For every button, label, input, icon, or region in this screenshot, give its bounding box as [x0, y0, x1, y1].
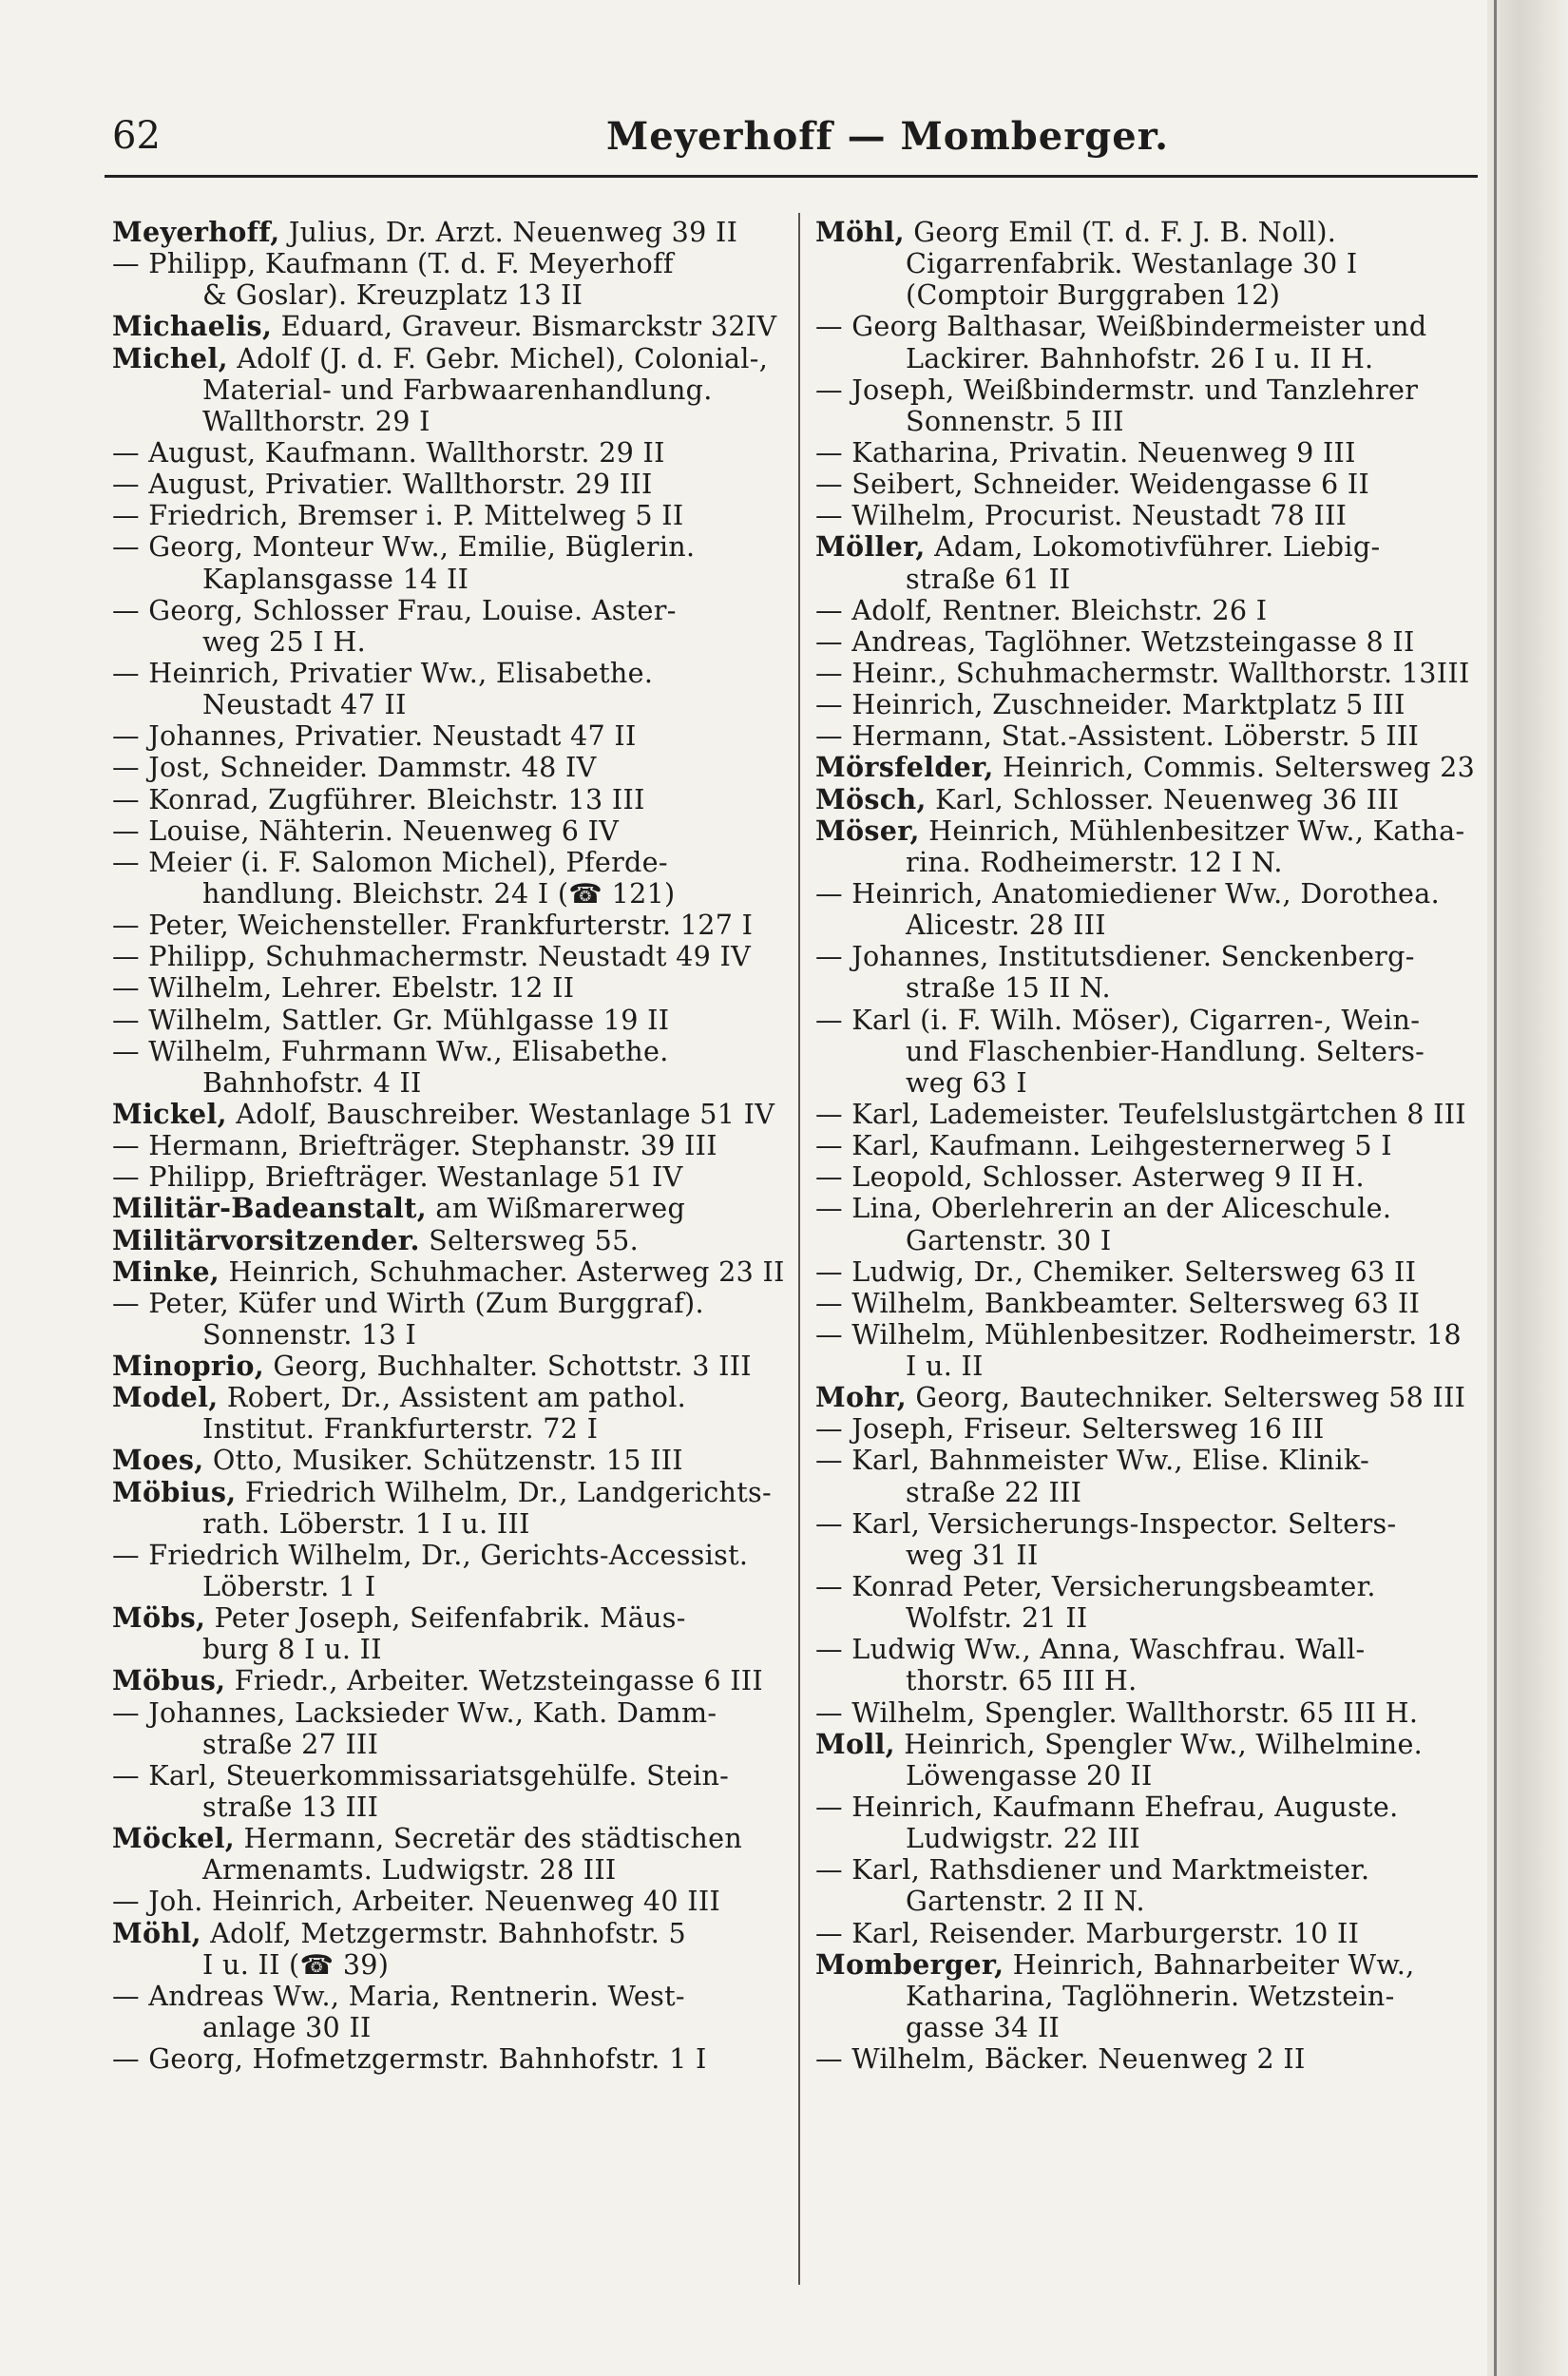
directory-line: [815, 1477, 1490, 1508]
directory-line: [112, 311, 777, 342]
entry-text: — Wilhelm, Mühlenbesitzer. Rodheimerstr. 18: [815, 1317, 1462, 1351]
entry-text: — Philipp, Briefträger. Westanlage 51 IV: [112, 1160, 683, 1194]
entry-text: Institut. Frankfurterstr. 72 I: [202, 1412, 599, 1446]
directory-line: [112, 1036, 777, 1067]
directory-line: [112, 1571, 777, 1602]
directory-line: [815, 1886, 1490, 1917]
entry-text: — Hermann, Stat.-Assistent. Löberstr. 5 III: [815, 719, 1420, 753]
entry-text: straße 61 II: [906, 562, 1071, 595]
entry-text: — Johannes, Privatier. Neustadt 47 II: [112, 719, 637, 753]
directory-line: [112, 469, 777, 500]
entry-text: Sonnenstr. 13 I: [202, 1317, 417, 1351]
entry-text: weg 31 II: [906, 1538, 1039, 1571]
entry-text: — Heinrich, Anatomiediener Ww., Dorothea.: [815, 876, 1441, 910]
entry-text: Lackirer. Bahnhofstr. 26 I u. II H.: [906, 341, 1374, 374]
entry-text: — Konrad Peter, Versicherungsbeamter.: [815, 1570, 1376, 1603]
directory-line: [815, 1854, 1490, 1886]
directory-line: [112, 1161, 777, 1193]
entry-surname: Moes,: [112, 1444, 204, 1477]
entry-text: — Heinrich, Kaufmann Ehefrau, Auguste.: [815, 1791, 1399, 1824]
entry-text: weg 63 I: [906, 1065, 1027, 1099]
directory-line: [815, 1161, 1490, 1193]
directory-line: [815, 1981, 1490, 2012]
directory-line: [815, 720, 1490, 752]
entry-text: — Louise, Nähterin. Neuenweg 6 IV: [112, 814, 620, 847]
directory-line: [112, 1602, 777, 1634]
directory-line: [112, 1760, 777, 1792]
entry-text: — Johannes, Lacksieder Ww., Kath. Damm-: [112, 1696, 717, 1729]
entry-text: (Comptoir Burggraben 12): [906, 278, 1281, 312]
entry-text: Georg, Bautechniker. Seltersweg 58 III: [906, 1381, 1466, 1414]
directory-line: [815, 1319, 1490, 1351]
entry-text: handlung. Bleichstr. 24 I (☎ 121): [202, 876, 676, 910]
entry-text: — Georg, Schlosser Frau, Louise. Aster-: [112, 593, 677, 626]
entry-text: — Wilhelm, Sattler. Gr. Mühlgasse 19 II: [112, 1003, 670, 1036]
directory-line: [112, 1540, 777, 1571]
directory-line: [815, 1540, 1490, 1571]
directory-line: [112, 1319, 777, 1351]
directory-line: [815, 531, 1490, 563]
directory-line: [112, 500, 777, 531]
entry-text: — Lina, Oberlehrerin an der Aliceschule.: [815, 1192, 1392, 1225]
entry-text: — Georg Balthasar, Weißbindermeister und: [815, 310, 1427, 343]
directory-line: [815, 500, 1490, 531]
directory-line: [815, 343, 1490, 374]
page-header: [112, 114, 1481, 171]
directory-line: [112, 217, 777, 248]
entry-text: straße 13 III: [202, 1791, 379, 1824]
directory-line: [112, 1477, 777, 1508]
directory-line: [112, 1193, 777, 1224]
entry-text: — Peter, Küfer und Wirth (Zum Burggraf).: [112, 1286, 704, 1319]
entry-text: Alicestr. 28 III: [906, 909, 1106, 942]
entry-surname: Möhl,: [815, 216, 905, 248]
directory-line: [112, 752, 777, 783]
entry-text: rina. Rodheimerstr. 12 I N.: [906, 845, 1283, 878]
directory-line: [815, 1288, 1490, 1319]
entry-text: — Wilhelm, Bäcker. Neuenweg 2 II: [815, 2042, 1306, 2076]
entry-text: Gartenstr. 2 II N.: [906, 1885, 1145, 1918]
directory-line: [815, 1634, 1490, 1665]
entry-text: Friedr., Arbeiter. Wetzsteingasse 6 III: [225, 1664, 763, 1697]
entry-text: — Meier (i. F. Salomon Michel), Pferde-: [112, 845, 668, 878]
right-column: [815, 217, 1490, 2075]
entry-text: Heinrich, Schuhmacher. Asterweg 23 II: [220, 1255, 785, 1288]
directory-line: [112, 1288, 777, 1319]
entry-text: Löberstr. 1 I: [202, 1570, 376, 1603]
entry-text: straße 27 III: [202, 1727, 379, 1760]
directory-line: [112, 1005, 777, 1036]
directory-line: [112, 1255, 785, 1288]
entry-text: Adam, Lokomotivführer. Liebig-: [925, 530, 1381, 564]
directory-line: [815, 1382, 1490, 1413]
directory-line: [112, 406, 777, 437]
entry-surname: Mösch,: [815, 782, 927, 815]
directory-line: [815, 1130, 1490, 1161]
directory-line: [112, 1067, 777, 1099]
directory-line: [112, 815, 777, 847]
entry-text: — Joh. Heinrich, Arbeiter. Neuenweg 40 III: [112, 1885, 721, 1918]
entry-text: straße 22 III: [906, 1475, 1082, 1508]
directory-line: [815, 469, 1490, 500]
directory-line: [112, 910, 777, 941]
entry-text: I u. II (☎ 39): [202, 1947, 390, 1981]
directory-line: [112, 658, 777, 689]
entry-text: straße 15 II N.: [906, 971, 1111, 1005]
entry-text: Heinrich, Bahnarbeiter Ww.,: [1004, 1947, 1415, 1981]
entry-text: — Andreas Ww., Maria, Rentnerin. West-: [112, 1979, 685, 2012]
entry-text: Cigarrenfabrik. Westanlage 30 I: [906, 247, 1358, 280]
entry-surname: Möckel,: [112, 1822, 236, 1855]
entry-text: Seltersweg 55.: [419, 1223, 640, 1256]
entry-surname: Möbius,: [112, 1475, 237, 1508]
directory-line: [815, 1256, 1490, 1288]
entry-text: — Heinrich, Privatier Ww., Elisabethe.: [112, 656, 654, 689]
directory-line: [815, 784, 1490, 815]
entry-text: am Wißmarerweg: [426, 1192, 686, 1225]
directory-line: [815, 815, 1490, 847]
directory-line: [815, 1665, 1490, 1696]
directory-line: [112, 1823, 777, 1854]
directory-line: [112, 531, 777, 563]
directory-line: [815, 279, 1490, 311]
entry-text: — Karl (i. F. Wilh. Möser), Cigarren-, Wein-: [815, 1003, 1421, 1036]
entry-text: — Konrad, Zugführer. Bleichstr. 13 III: [112, 782, 645, 815]
entry-text: — Ludwig Ww., Anna, Waschfrau. Wall-: [815, 1633, 1366, 1666]
entry-surname: Meyerhoff,: [112, 216, 280, 248]
entry-text: Gartenstr. 30 I: [906, 1223, 1112, 1256]
entry-text: Wallthorstr. 29 I: [202, 404, 430, 437]
entry-text: — Wilhelm, Bankbeamter. Seltersweg 63 II: [815, 1286, 1421, 1319]
entry-text: — Andreas, Taglöhner. Wetzsteingasse 8 II: [815, 624, 1415, 658]
entry-text: — Wilhelm, Lehrer. Ebelstr. 12 II: [112, 971, 575, 1005]
directory-line: [815, 595, 1490, 626]
directory-line: [112, 595, 777, 626]
entry-text: — Heinrich, Zuschneider. Marktplatz 5 III: [815, 688, 1405, 721]
entry-text: Bahnhofstr. 4 II: [202, 1065, 422, 1099]
directory-line: [815, 972, 1490, 1004]
entry-text: — Katharina, Privatin. Neuenweg 9 III: [815, 435, 1356, 469]
entry-text: thorstr. 65 III H.: [906, 1664, 1138, 1697]
entry-text: Ludwigstr. 22 III: [906, 1822, 1140, 1855]
directory-line: [112, 1981, 777, 2012]
directory-line: [815, 1005, 1490, 1036]
entry-text: Löwengasse 20 II: [906, 1758, 1153, 1792]
directory-line: [112, 343, 777, 374]
entry-text: weg 25 I H.: [202, 624, 366, 658]
directory-line: [112, 941, 777, 972]
directory-line: [815, 1351, 1490, 1382]
entry-text: — Wilhelm, Spengler. Wallthorstr. 65 III H.: [815, 1696, 1419, 1729]
entry-surname: Mohr,: [815, 1381, 907, 1414]
header-rule: [105, 175, 1478, 178]
entry-text: — Karl, Bahnmeister Ww., Elise. Klinik-: [815, 1444, 1370, 1477]
directory-line: [815, 2012, 1490, 2043]
directory-line: [112, 1665, 777, 1696]
directory-line: [112, 878, 777, 910]
entry-text: — Jost, Schneider. Dammstr. 48 IV: [112, 751, 597, 784]
entry-text: Georg Emil (T. d. F. J. B. Noll).: [904, 216, 1337, 248]
entry-text: Armenamts. Ludwigstr. 28 III: [202, 1853, 617, 1887]
page-edge-line: [1494, 0, 1497, 2376]
entry-surname: Militärvorsitzender.: [112, 1223, 420, 1256]
entry-surname: Mickel,: [112, 1097, 227, 1130]
directory-line: [815, 1823, 1490, 1854]
directory-line: [815, 1602, 1490, 1634]
directory-line: [112, 1792, 777, 1823]
directory-line: [815, 689, 1490, 720]
entry-text: — Adolf, Rentner. Bleichstr. 26 I: [815, 593, 1268, 626]
directory-line: [112, 1918, 777, 1949]
entry-text: Adolf, Bauschreiber. Westanlage 51 IV: [226, 1097, 775, 1130]
entry-text: — August, Privatier. Wallthorstr. 29 III: [112, 468, 653, 501]
directory-line: [112, 1697, 777, 1729]
directory-line: [815, 374, 1490, 406]
directory-line: [112, 279, 777, 311]
entry-surname: Möser,: [815, 814, 920, 847]
entry-text: — Karl, Rathsdiener und Marktmeister.: [815, 1853, 1370, 1887]
directory-line: [815, 752, 1490, 783]
directory-line: [112, 437, 777, 469]
entry-text: Heinrich, Mühlenbesitzer Ww., Katha-: [919, 814, 1465, 847]
entry-surname: Möbus,: [112, 1664, 226, 1697]
directory-line: [815, 1099, 1490, 1130]
entry-surname: Mörsfelder,: [815, 751, 994, 784]
directory-line: [815, 217, 1490, 248]
entry-surname: Möhl,: [112, 1916, 201, 1949]
entry-text: Otto, Musiker. Schützenstr. 15 III: [203, 1444, 683, 1477]
entry-text: gasse 34 II: [906, 2011, 1061, 2044]
entry-text: — Hermann, Briefträger. Stephanstr. 39 III: [112, 1129, 717, 1162]
directory-line: [112, 1729, 777, 1760]
entry-text: — Karl, Versicherungs-Inspector. Selters-: [815, 1506, 1397, 1540]
entry-text: Robert, Dr., Assistent am pathol.: [218, 1381, 687, 1414]
entry-text: — Karl, Reisender. Marburgerstr. 10 II: [815, 1916, 1360, 1949]
entry-text: — August, Kaufmann. Wallthorstr. 29 II: [112, 435, 665, 469]
entry-surname: Minke,: [112, 1255, 220, 1288]
entry-text: — Ludwig, Dr., Chemiker. Seltersweg 63 II: [815, 1255, 1417, 1288]
directory-line: [815, 564, 1490, 595]
entry-text: Peter Joseph, Seifenfabrik. Mäus-: [205, 1601, 686, 1635]
directory-line: [112, 2043, 777, 2075]
entry-text: — Friedrich, Bremser i. P. Mittelweg 5 II: [112, 499, 684, 532]
directory-line: [112, 1351, 777, 1382]
entry-text: Karl, Schlosser. Neuenweg 36 III: [926, 782, 1400, 815]
directory-line: [815, 1036, 1490, 1067]
entry-text: — Joseph, Weißbindermstr. und Tanzlehrer: [815, 373, 1419, 406]
entry-text: Wolfstr. 21 II: [906, 1601, 1088, 1635]
left-column: [112, 216, 785, 2076]
entry-surname: Möbs,: [112, 1601, 206, 1635]
entry-text: Heinrich, Commis. Seltersweg 23: [993, 751, 1476, 784]
directory-line: [112, 374, 777, 406]
directory-line: [112, 1225, 777, 1256]
entry-text: Sonnenstr. 5 III: [906, 404, 1124, 437]
entry-text: — Joseph, Friseur. Seltersweg 16 III: [815, 1412, 1325, 1446]
directory-line: [112, 1445, 777, 1476]
directory-line: [815, 1508, 1490, 1540]
directory-line: [112, 1949, 777, 1981]
entry-text: — Georg, Hofmetzgermstr. Bahnhofstr. 1 I: [112, 2042, 707, 2076]
entry-text: — Seibert, Schneider. Weidengasse 6 II: [815, 468, 1370, 501]
directory-line: [815, 1949, 1490, 1981]
directory-line: [815, 1697, 1490, 1729]
entry-text: & Goslar). Kreuzplatz 13 II: [202, 278, 583, 312]
directory-line: [815, 910, 1490, 941]
entry-text: Friedrich Wilhelm, Dr., Landgerichts-: [236, 1475, 772, 1508]
entry-text: — Friedrich Wilhelm, Dr., Gerichts-Accessist.: [112, 1538, 749, 1571]
entry-text: Julius, Dr. Arzt. Neuenweg 39 II: [279, 216, 738, 248]
entry-text: anlage 30 II: [202, 2011, 372, 2044]
directory-line: [112, 626, 777, 658]
directory-line: [815, 437, 1490, 469]
directory-line: [815, 658, 1490, 689]
entry-text: Hermann, Secretär des städtischen: [235, 1822, 743, 1855]
entry-text: Adolf, Metzgermstr. Bahnhofstr. 5: [201, 1916, 686, 1949]
entry-text: — Heinr., Schuhmachermstr. Wallthorstr. 13III: [815, 656, 1470, 689]
directory-line: [815, 1067, 1490, 1099]
directory-line: [815, 406, 1490, 437]
directory-line: [112, 1130, 777, 1161]
entry-text: rath. Löberstr. 1 I u. III: [202, 1506, 530, 1540]
column-divider: [798, 213, 800, 2285]
entry-text: — Philipp, Schuhmachermstr. Neustadt 49 IV: [112, 940, 752, 973]
directory-line: [112, 847, 777, 878]
entry-surname: Militär-Badeanstalt,: [112, 1192, 427, 1225]
entry-text: — Karl, Steuerkommissariatsgehülfe. Stein-: [112, 1758, 730, 1792]
directory-line: [815, 1729, 1490, 1760]
directory-line: [112, 1886, 777, 1917]
page-number: 62: [112, 114, 161, 158]
entry-text: — Wilhelm, Fuhrmann Ww., Elisabethe.: [112, 1034, 669, 1067]
entry-surname: Michel,: [112, 341, 228, 374]
entry-text: burg 8 I u. II: [202, 1633, 382, 1666]
directory-line: [112, 2012, 777, 2043]
entry-text: — Leopold, Schlosser. Asterweg 9 II H.: [815, 1160, 1365, 1194]
directory-line: [815, 1193, 1490, 1224]
directory-line: [815, 248, 1490, 279]
entry-text: Eduard, Graveur. Bismarckstr 32IV: [272, 310, 777, 343]
entry-surname: Momberger,: [815, 1947, 1004, 1981]
running-head: Meyerhoff — Momberger.: [606, 114, 1170, 159]
directory-line: [815, 626, 1490, 658]
directory-line: [112, 1854, 777, 1886]
directory-line: [112, 1508, 777, 1540]
directory-line: [815, 1760, 1490, 1792]
entry-text: Katharina, Taglöhnerin. Wetzstein-: [906, 1979, 1395, 2012]
entry-surname: Michaelis,: [112, 310, 273, 343]
entry-text: — Karl, Lademeister. Teufelslustgärtchen 8 III: [815, 1097, 1466, 1130]
entry-text: — Philipp, Kaufmann (T. d. F. Meyerhoff: [112, 247, 674, 280]
directory-line: [815, 1918, 1490, 1949]
directory-line: [815, 1571, 1490, 1602]
directory-line: [112, 1634, 777, 1665]
directory-line: [112, 564, 777, 595]
entry-surname: Moll,: [815, 1727, 895, 1760]
entry-text: Kaplansgasse 14 II: [202, 562, 469, 595]
directory-line: [815, 1445, 1490, 1476]
entry-text: I u. II: [906, 1350, 984, 1383]
directory-line: [815, 311, 1490, 342]
entry-surname: Model,: [112, 1381, 219, 1414]
directory-line: [815, 1413, 1490, 1445]
directory-line: [112, 720, 777, 752]
directory-line: [815, 941, 1490, 972]
entry-text: und Flaschenbier-Handlung. Selters-: [906, 1034, 1425, 1067]
entry-surname: Minoprio,: [112, 1350, 265, 1383]
directory-line: [112, 248, 777, 279]
entry-text: — Georg, Monteur Ww., Emilie, Büglerin.: [112, 530, 696, 564]
directory-line: [815, 1225, 1490, 1256]
directory-line: [112, 972, 777, 1004]
directory-line: [112, 1413, 777, 1445]
entry-text: Georg, Buchhalter. Schottstr. 3 III: [264, 1350, 752, 1383]
entry-text: — Johannes, Institutsdiener. Senckenberg-: [815, 940, 1415, 973]
entry-text: Adolf (J. d. F. Gebr. Michel), Colonial-,: [227, 341, 769, 374]
directory-line: [112, 1382, 777, 1413]
entry-text: Neustadt 47 II: [202, 688, 407, 721]
entry-text: — Peter, Weichensteller. Frankfurterstr. 127 I: [112, 909, 754, 942]
page-edge: [1487, 0, 1568, 2376]
entry-text: Material- und Farbwaarenhandlung.: [202, 373, 713, 406]
entry-surname: Möller,: [815, 530, 926, 564]
directory-line: [815, 847, 1490, 878]
directory-line: [112, 689, 777, 720]
directory-line: [815, 2043, 1490, 2075]
entry-text: Heinrich, Spengler Ww., Wilhelmine.: [894, 1727, 1424, 1760]
directory-line: [815, 878, 1490, 910]
directory-line: [112, 1099, 777, 1130]
directory-line: [815, 1792, 1490, 1823]
directory-line: [112, 784, 777, 815]
entry-text: — Karl, Kaufmann. Leihgesternerweg 5 I: [815, 1129, 1392, 1162]
entry-text: — Wilhelm, Procurist. Neustadt 78 III: [815, 499, 1348, 532]
